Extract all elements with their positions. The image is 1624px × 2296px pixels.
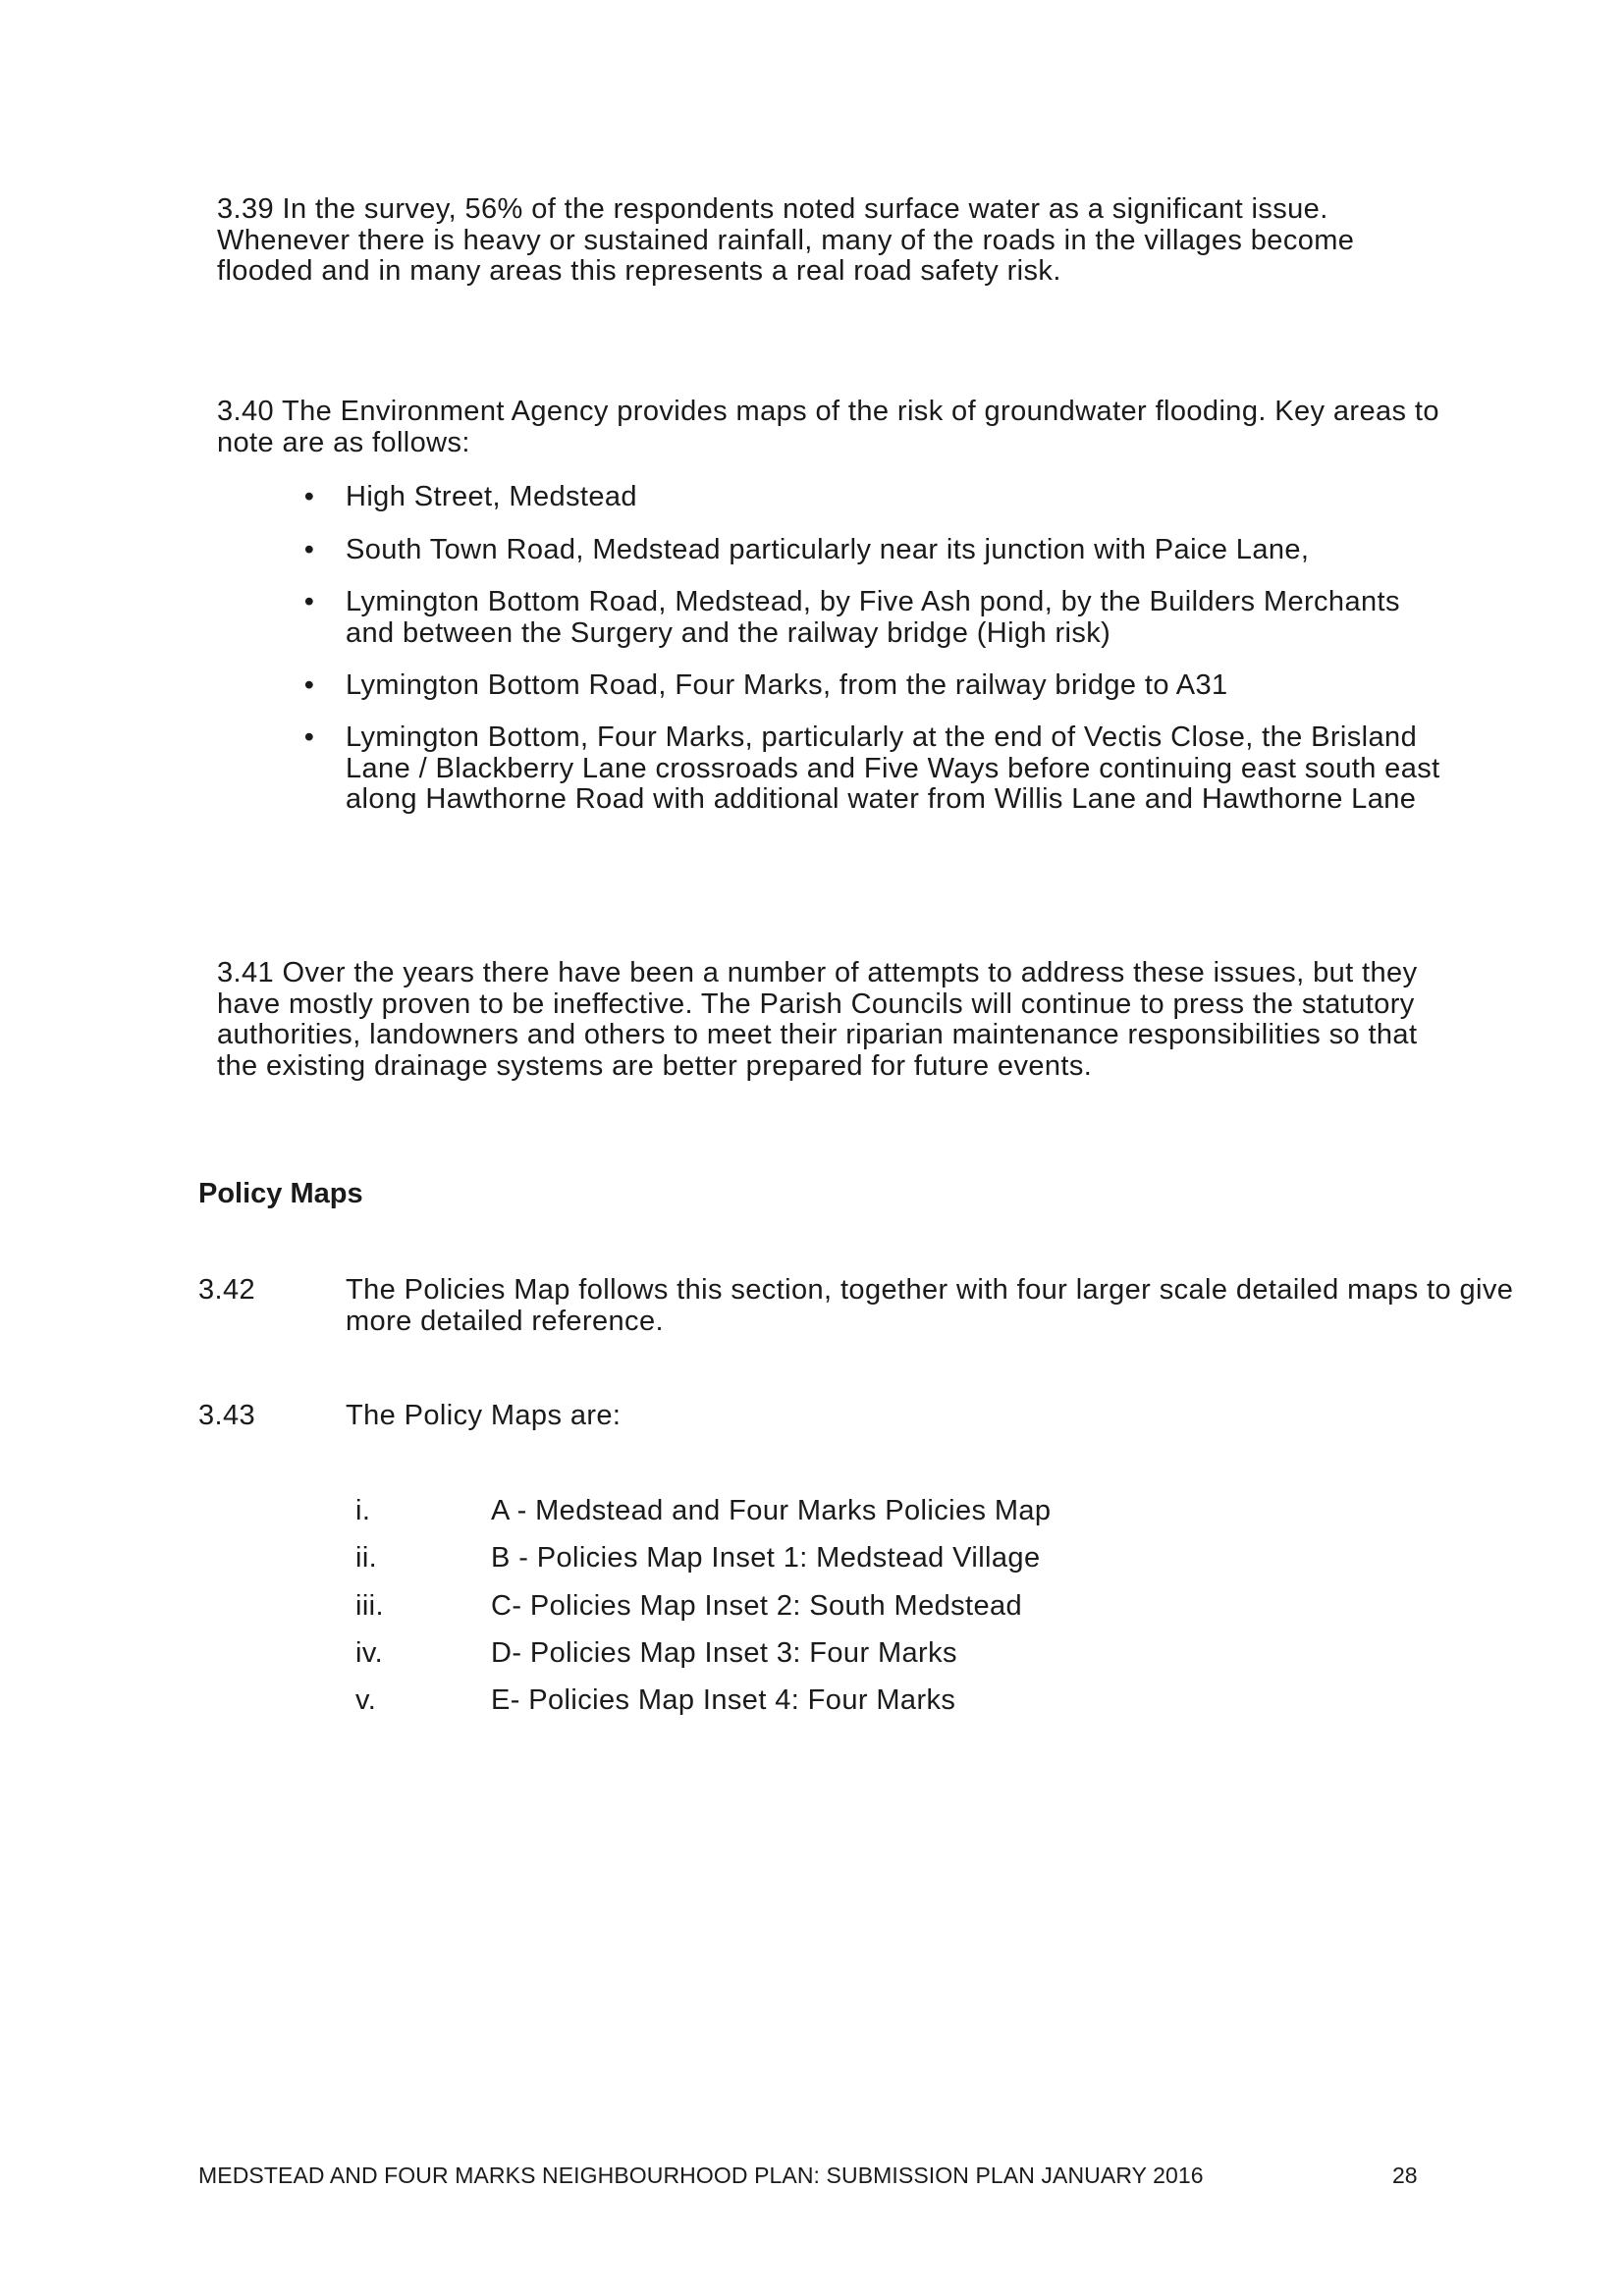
- paragraph-text: The Policy Maps are:: [346, 1400, 622, 1431]
- bullet-icon: •: [303, 481, 315, 512]
- list-item: [295, 535, 1453, 566]
- paragraph-3-40: 3.40 The Environment Agency provides maps of the risk of groundwater flooding. Key areas to note are as follows:: [217, 396, 1439, 458]
- list-item-text: B - Policies Map Inset 1: Medstead Village: [491, 1542, 1041, 1574]
- paragraph-number: 3.42: [198, 1274, 256, 1306]
- paragraph-3-39: 3.39 In the survey, 56% of the respondents noted surface water as a significant issue. Whenever there is heavy or sustained rainfall, many of the roads in the villages become flooded and in many areas this represents a real road safety risk.: [217, 193, 1355, 287]
- list-numeral: v.: [355, 1684, 377, 1716]
- list-item-text: High Street, Medstead: [346, 481, 637, 512]
- list-numeral: iv.: [355, 1637, 384, 1669]
- list-item: [295, 587, 1453, 649]
- list-item: [295, 482, 1453, 513]
- page-footer: MEDSTEAD AND FOUR MARKS NEIGHBOURHOOD PLAN: SUBMISSION PLAN JANUARY 2016: [198, 2163, 1204, 2188]
- list-item: [295, 670, 1453, 702]
- list-item-text: Lymington Bottom Road, Medstead, by Five Ash pond, by the Builders Merchants and between the Surgery and the railway bridge (High risk): [346, 586, 1400, 649]
- bullet-icon: •: [303, 669, 315, 701]
- page-number: 28: [1392, 2163, 1418, 2188]
- bullet-icon: •: [303, 586, 315, 617]
- section-heading-policy-maps: Policy Maps: [198, 1178, 363, 1209]
- list-item-text: Lymington Bottom, Four Marks, particularly at the end of Vectis Close, the Brisland Lane / Blackberry Lane crossroads and Five Ways before continuing east south east along Hawthorne Road with additional water from Willis Lane and Hawthorne Lane: [346, 721, 1440, 815]
- list-numeral: ii.: [355, 1542, 378, 1574]
- list-item-text: D- Policies Map Inset 3: Four Marks: [491, 1637, 957, 1669]
- list-item-text: South Town Road, Medstead particularly near its junction with Paice Lane,: [346, 534, 1310, 565]
- list-item-text: C- Policies Map Inset 2: South Medstead: [491, 1590, 1023, 1622]
- bullet-icon: •: [303, 721, 315, 753]
- list-item-text: A - Medstead and Four Marks Policies Map: [491, 1495, 1052, 1526]
- list-item-text: E- Policies Map Inset 4: Four Marks: [491, 1684, 956, 1716]
- list-item-text: Lymington Bottom Road, Four Marks, from the railway bridge to A31: [346, 669, 1228, 701]
- list-item: [295, 722, 1453, 816]
- paragraph-number: 3.43: [198, 1400, 256, 1431]
- list-numeral: iii.: [355, 1590, 384, 1622]
- list-numeral: i.: [355, 1495, 371, 1526]
- paragraph-text: The Policies Map follows this section, together with four larger scale detailed maps to give more detailed reference.: [346, 1274, 1514, 1337]
- bullet-icon: •: [303, 534, 315, 565]
- paragraph-3-41: 3.41 Over the years there have been a number of attempts to address these issues, but they have mostly proven to be ineffective. The Parish Councils will continue to press the statutory authorities, landowners and others to meet their riparian maintenance responsibilities so that the existing drainage systems are better prepared for future events.: [217, 957, 1418, 1082]
